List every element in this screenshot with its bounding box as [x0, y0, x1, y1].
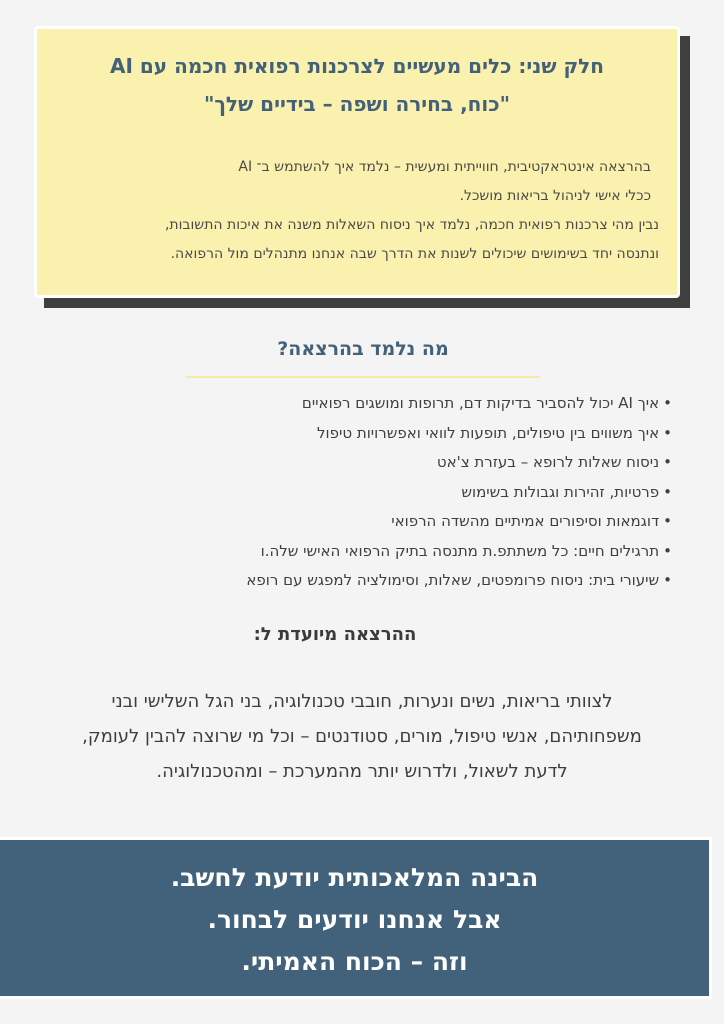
audience-paragraph — [14, 684, 710, 789]
intro-card — [34, 26, 680, 298]
list-item-text: שיעורי בית: ניסוח פרומפטים, שאלות, וסימולציה למפגש עם רופא — [246, 571, 660, 589]
bullet-icon: • — [663, 541, 672, 560]
list-item — [172, 478, 672, 508]
intro-title-line-1: חלק שני: כלים מעשיים לצרכנות רפואית חכמה עם AI — [109, 54, 605, 78]
list-item — [172, 537, 672, 567]
list-item — [172, 566, 672, 596]
list-item-text: ניסוח שאלות לרופא – בעזרת צ'אט — [436, 453, 660, 471]
audience-line: משפחותיהם, אנשי טיפול, מורים, סטודנטים – וכל מי שרוצה להבין לעומק, — [82, 726, 642, 747]
intro-title-line-2: "כוח, בחירה ושפה – בידיים שלך" — [203, 92, 511, 116]
intro-paragraph-line: ונתנסה יחד בשימושים שיכולים לשנות את הדרך שבה אנחנו מתנהלים מול הרפואה. — [170, 246, 659, 262]
intro-paragraph-line: ככלי אישי לניהול בריאות מושכל. — [459, 188, 651, 204]
bullet-icon: • — [663, 453, 672, 471]
audience-line: לצוותי בריאות, נשים ונערות, חובבי טכנולוגיה, בני הגל השלישי ובני — [111, 691, 613, 712]
list-item-text: איך AI יכול להסביר בדיקות דם, תרופות ומושגים רפואיים — [301, 394, 660, 412]
heading-divider — [186, 376, 540, 378]
closing-line-2: אבל אנחנו יודעים לבחור. — [207, 905, 502, 934]
intro-paragraph-line: בהרצאה אינטראקטיבית, חווייתית ומעשית – נלמד איך להשתמש ב־ AI — [238, 159, 651, 175]
list-item-text: דוגמאות וסיפורים אמיתיים מהשדה הרפואי — [391, 512, 660, 530]
closing-line-1: הבינה המלאכותית יודעת לחשב. — [170, 863, 539, 892]
intro-paragraph — [55, 153, 659, 269]
closing-banner — [0, 837, 712, 999]
list-item-text: תרגילים חיים: כל משתתפ.ת מתנסה בתיק הרפואי האישי שלה.ו — [260, 541, 660, 560]
intro-paragraph-line: נבין מהי צרכנות רפואית חכמה, נלמד איך ניסוח השאלות משנה את איכות התשובות, — [164, 217, 659, 233]
learn-heading: מה נלמד בהרצאה? — [277, 338, 449, 360]
bullet-icon: • — [663, 482, 672, 501]
intro-title — [55, 47, 659, 123]
bullet-icon: • — [663, 423, 672, 442]
list-item-text: איך משווים בין טיפולים, תופעות לוואי ואפשרויות טיפול — [317, 423, 660, 442]
audience-line: לדעת לשאול, ולדרוש יותר מהמערכת – ומהטכנולוגיה. — [156, 761, 568, 782]
audience-heading: ההרצאה מיועדת ל: — [253, 624, 417, 645]
closing-line-3: וזה – הכוח האמיתי. — [241, 947, 468, 976]
list-item — [172, 448, 672, 478]
list-item — [172, 419, 672, 449]
list-item — [172, 389, 672, 419]
bullet-icon: • — [663, 512, 672, 530]
learn-topics-list — [172, 389, 672, 596]
list-item — [172, 507, 672, 537]
bullet-icon: • — [663, 394, 672, 412]
bullet-icon: • — [663, 571, 672, 589]
list-item-text: פרטיות, זהירות וגבולות בשימוש — [461, 482, 660, 501]
